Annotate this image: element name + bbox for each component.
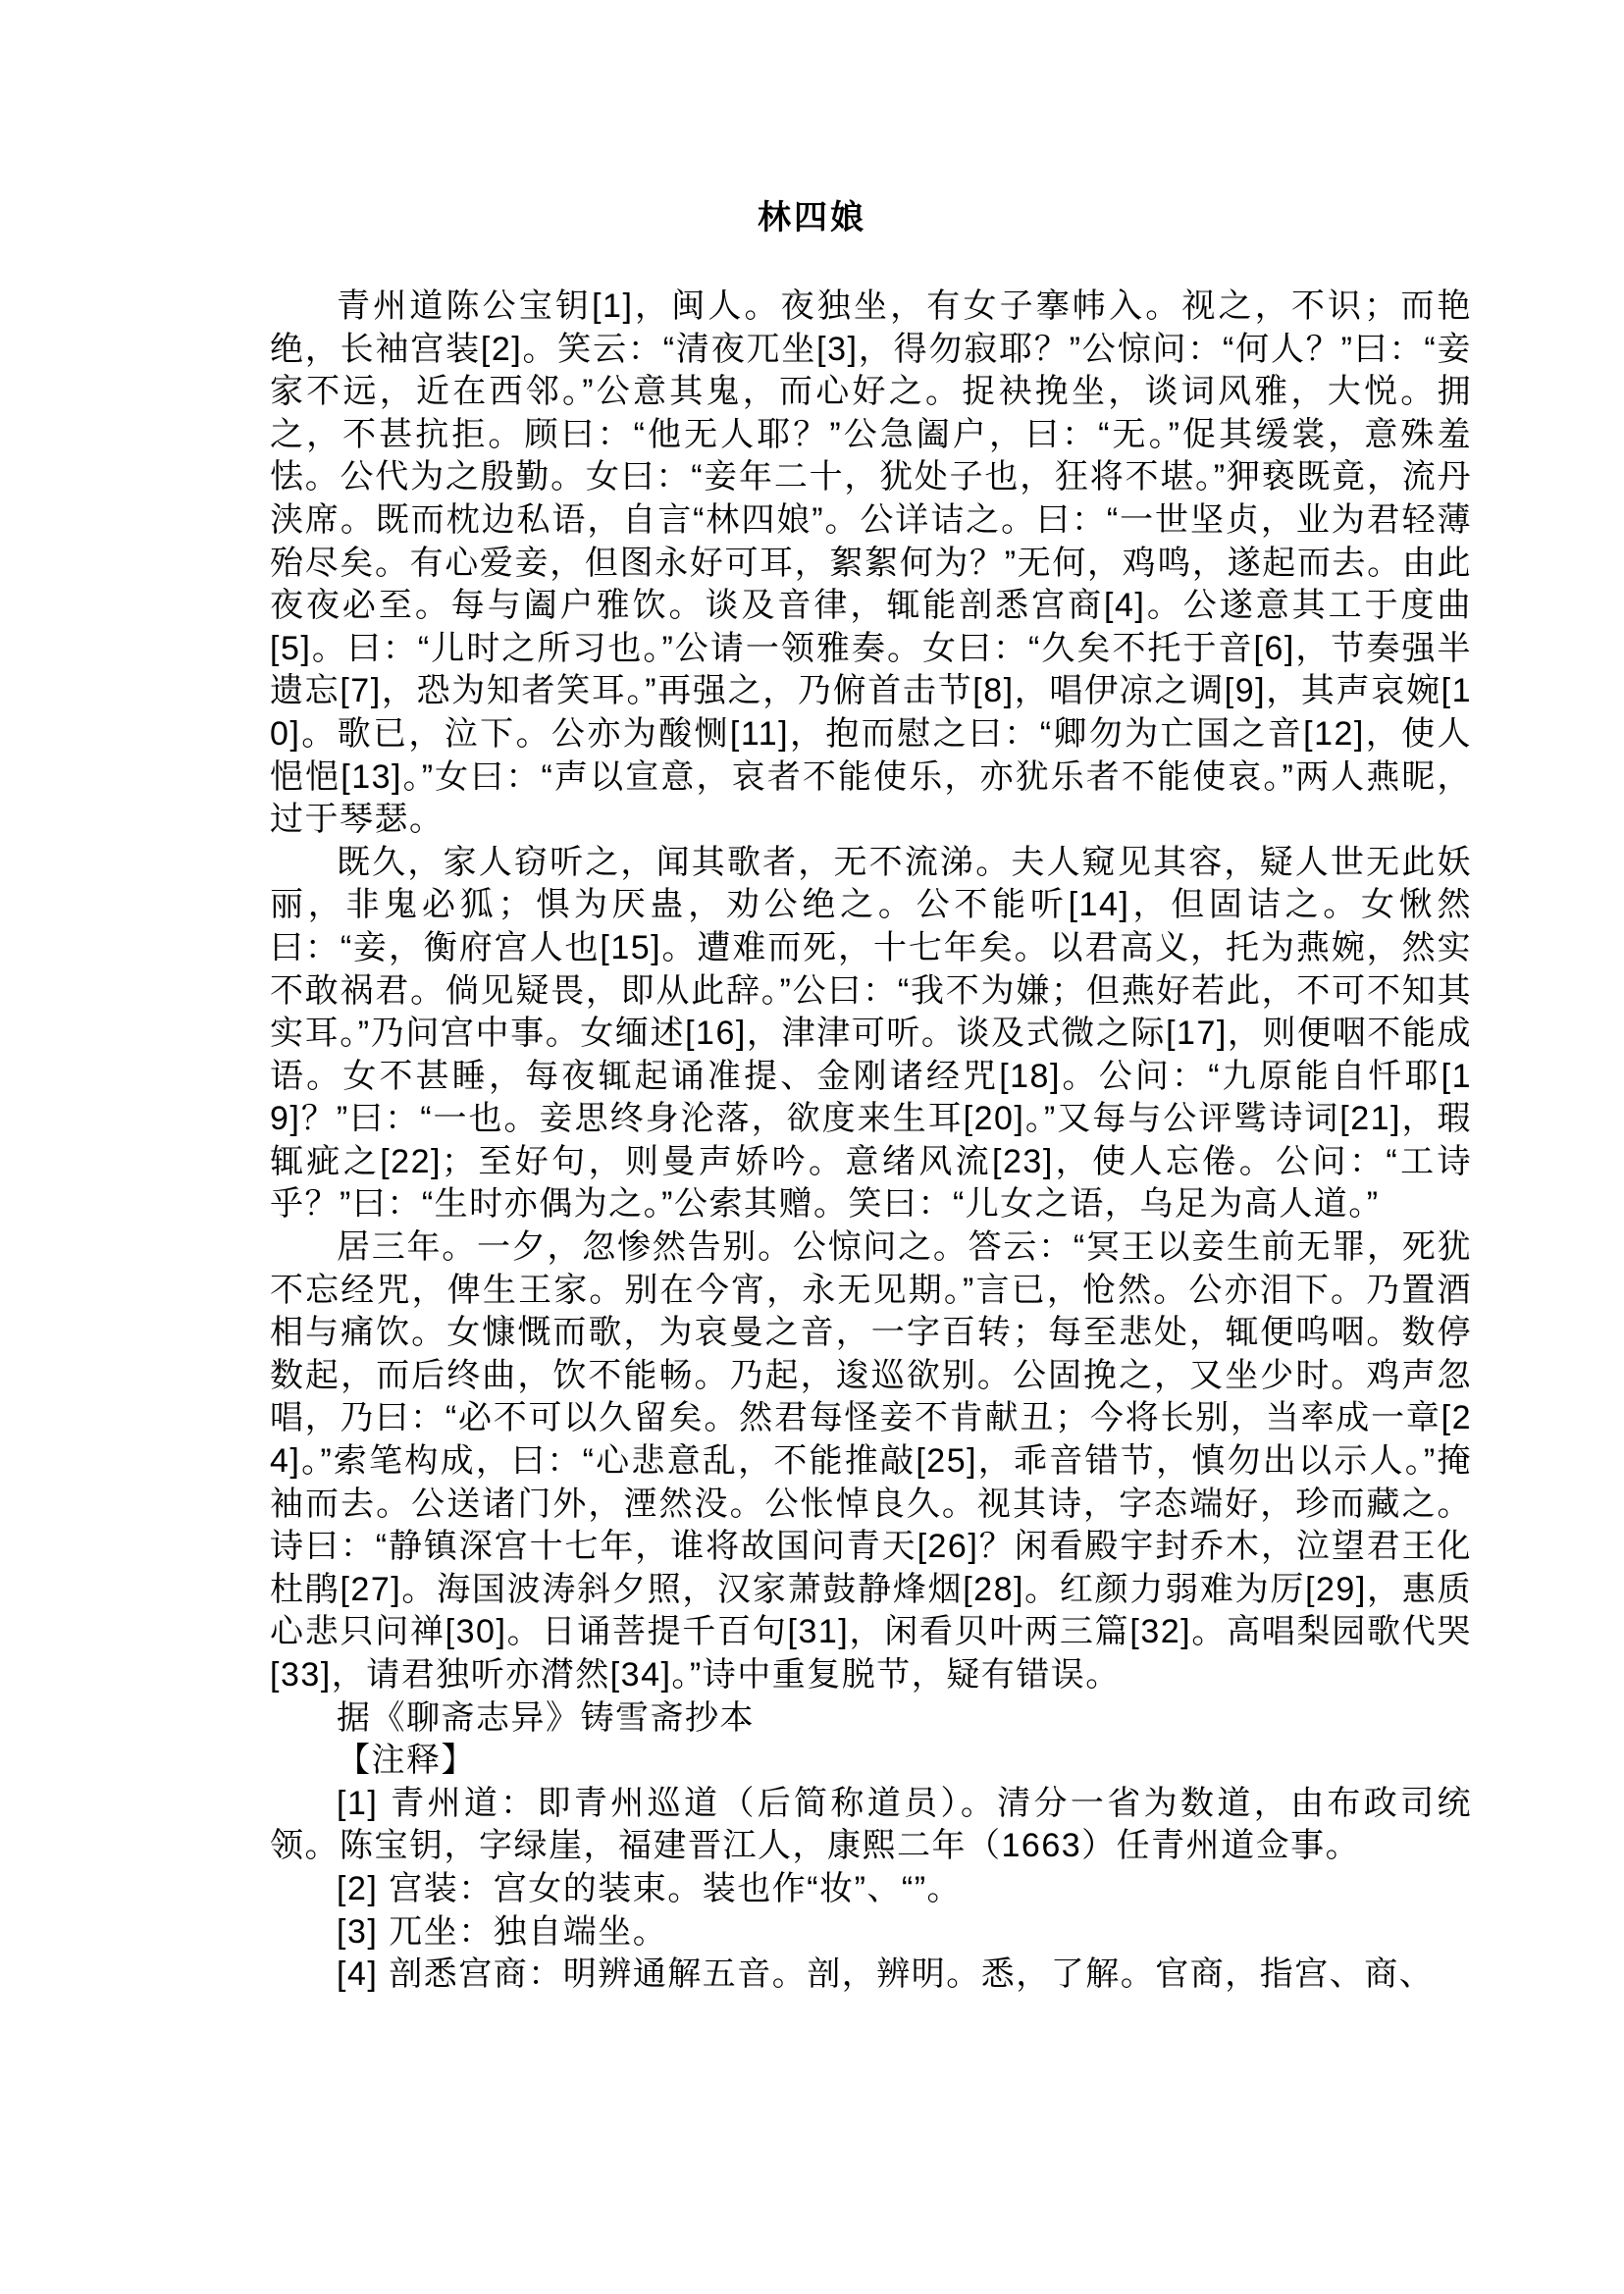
note-item-2: [2] 宫装：宫女的装束。装也作“妆”、“”。 [337, 1869, 963, 1907]
note-item-4: [4] 剖悉宫商：明辨通解五音。剖，辨明。悉，了解。官商，指宫、商、 [337, 1955, 1435, 1994]
source-attribution: 据《聊斋志异》铸雪斋抄本 [337, 1698, 755, 1737]
note-item-1: [1] 青州道：即青州巡道（后简称道员）。清分一省为数道，由布政司统领。陈宝钥，字绿崖，福建晋江人，康熙二年（1663）任青州道佥事。 [270, 1784, 1472, 1865]
story-paragraph-2: 既久，家人窃听之，闻其歌者，无不流涕。夫人窥见其容，疑人世无此妖丽，非鬼必狐；惧为厌蛊，劝公绝之。公不能听[14]，但固诘之。女愀然曰：“妾，衡府宫人也[15]。遭难而死，十七年矣。以君高义，托为燕婉，然实不敢祸君。倘见疑畏，即从此辞。”公曰：“我不为嫌；但燕好若此，不可不知其实耳。”乃问宫中事。女缅述[16]，津津可听。谈及式微之际[17]，则便咽不能成语。女不甚睡，每夜辄起诵准提、金刚诸经咒[18]。公问：“九原能自忏耶[19]？”曰：“一也。妾思终身沦落，欲度来生耳[20]。”又每与公评骘诗词[21]，瑕辄疵之[22]；至好句，则曼声娇吟。意绪风流[23]，使人忘倦。公问：“工诗乎？”曰：“生时亦偶为之。”公索其赠。笑曰：“儿女之语，乌足为高人道。” [270, 843, 1472, 1224]
page-title: 林四娘 [758, 199, 866, 236]
story-paragraph-3: 居三年。一夕，忽惨然告别。公惊问之。答云：“冥王以妾生前无罪，死犹不忘经咒，俾生王家。别在今宵，永无见期。”言已，怆然。公亦泪下。乃置酒相与痛饮。女慷慨而歌，为哀曼之音，一字百转；每至悲处，辄便呜咽。数停数起，而后终曲，饮不能畅。乃起，逡巡欲别。公固挽之，又坐少时。鸡声忽唱，乃曰：“必不可以久留矣。然君每怪妾不肯献丑；今将长别，当率成一章[24]。”索笔构成，曰：“心悲意乱，不能推敲[25]，乖音错节，慎勿出以示人。”掩袖而去。公送诸门外，湮然没。公怅悼良久。视其诗，字态端好，珍而藏之。诗曰：“静镇深宫十七年，谁将故国问青天[26]？闲看殿宇封乔木，泣望君王化杜鹃[27]。海国波涛斜夕照，汉家萧鼓静烽烟[28]。红颜力弱难为厉[29]，惠质心悲只问禅[30]。日诵菩提千百句[31]，闲看贝叶两三篇[32]。高唱梨园歌代哭[33]，请君独听亦潸然[34]。”诗中重复脱节，疑有错误。 [270, 1228, 1472, 1694]
note-item-3: [3] 兀坐：独自端坐。 [337, 1912, 668, 1951]
story-paragraph-1: 青州道陈公宝钥[1]，闽人。夜独坐，有女子搴帏入。视之，不识；而艳绝，长袖宫装[2]。笑云：“清夜兀坐[3]，得勿寂耶？”公惊问：“何人？”曰：“妾家不远，近在西邻。”公意其鬼，而心好之。捉袂挽坐，谈词风雅，大悦。拥之，不甚抗拒。顾曰：“他无人耶？”公急阖户，曰：“无。”促其缓裳，意殊羞怯。公代为之殷勤。女曰：“妾年二十，犹处子也，狂将不堪。”狎亵既竟，流丹浃席。既而枕边私语，自言“林四娘”。公详诘之。曰：“一世坚贞，业为君轻薄殆尽矣。有心爱妾，但图永好可耳，絮絮何为？”无何，鸡鸣，遂起而去。由此夜夜必至。每与阖户雅饮。谈及音律，辄能剖悉宫商[4]。公遂意其工于度曲[5]。曰：“儿时之所习也。”公请一领雅奏。女曰：“久矣不托于音[6]，节奏强半遗忘[7]，恐为知者笑耳。”再强之，乃俯首击节[8]，唱伊凉之调[9]，其声哀婉[10]。歌已，泣下。公亦为酸恻[11]，抱而慰之曰：“卿勿为亡国之音[12]，使人悒悒[13]。”女曰：“声以宣意，哀者不能使乐，亦犹乐者不能使哀。”两人燕昵，过于琴瑟。 [270, 287, 1472, 839]
document-body [270, 286, 1472, 1997]
notes-header: 【注释】 [337, 1742, 476, 1780]
